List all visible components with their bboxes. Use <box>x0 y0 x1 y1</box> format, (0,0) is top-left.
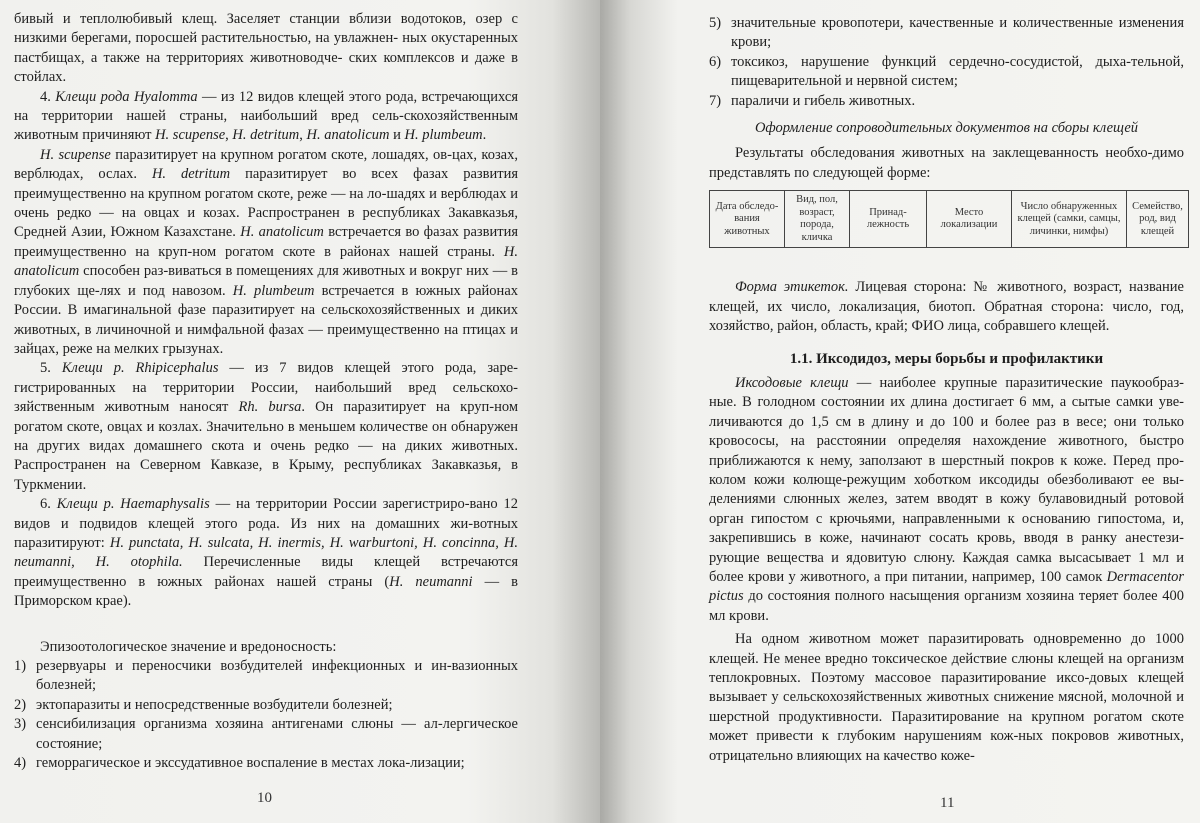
table-header-cell: Принад-лежность <box>850 191 927 248</box>
docs-paragraph: Результаты обследования животных на заклещеванность необхо-димо представлять по следующей форме: <box>709 145 1184 181</box>
text-line: бивый и теплолюбивый клещ. Заселяет станции вблизи водотоков, озер с низкими берегами, поросшей растительностью, на увлажнен- ных окустаренных пастбищах, а также на территориях животноводче- ских комплексов и даже в стойлах. <box>14 11 519 86</box>
table-header-cell: Вид, пол, возраст, порода, кличка <box>785 191 850 248</box>
list-item: 5) значительные кровопотери, качественные и количественные изменения крови; <box>709 15 1184 51</box>
epizootic-title: Эпизоотологическое значение и вредоносность: <box>40 638 337 655</box>
paragraph-hyalomma-species: H. scupense паразитирует на крупном рогатом скоте, лошадях, ов-цах, козах, верблюдах, ослах. H. detritum паразитирует во всех фазах развития преимущественно на крупном рогатом скоте, реже — на ло-шадях и верблюдах и очень редко — на овцах и козах. Распространен в республиках Закавказья, Средней Азии, Южном Казахстане. H. anatolicum встречается во фазах развития преимущественно на круп-ном рогатом скоте в районах нашей страны. H. anatolicum способен раз-виваться в помещениях для животных и вокруг них — в глубоких ще-лях и под навозом. H. plumbeum встречается в южных районах России. В имагинальной фазе паразитирует на сельскохозяйственных и диких животных, в личиночной и нимфальной фазах — преимущественно на птицах и зайцах, реже на мелких грызунах. <box>14 146 519 357</box>
paragraph-ixodid: Иксодовые клещи — наиболее крупные паразитические паукообраз-ные. В голодном состоянии их длина достигает 6 мм, а сытые самки уве-личиваются до 1,5 см в длину и до 100 и более раз в весе; они только кровососы, на расстоянии определяя нахождение животного, быстро приближаются к нему, заползают в шерстный покров к коже. Перед про-колом кожи колюще-режущим хоботком иксодиды обезболивают ее вы-делениями слюнных желез, затем вводят в кожу булавовидный ротовой орган гипостом с крючьями, направленными к основанию гипостома, и, закрепившись в коже, начинают сосать кровь, вводя в ранку анестези-рующие вещества и ядовитую слюну. Каждая самка высасывает 1 мл и более крови у животного, а при питании, например, 100 самок Dermacentor pictus до состояния полного насыщения организм хозяина теряет более 400 мл крови. <box>709 374 1184 624</box>
right-page-text <box>709 14 1184 766</box>
label-form-paragraph: Форма этикеток. Лицевая сторона: № животного, возраст, название клещей, их число, локализация, биотоп. Обратная сторона: число, год, хозяйство, район, область, край; ФИО лица, собравшего клещей. <box>709 279 1184 335</box>
paragraph-hyalomma: 4. Клещи рода Hyalomma — из 12 видов клещей этого рода, встречающихся на территории нашей страны, наибольший вред сель-скохозяйственным животным причиняют H. scupense, H. detritum, H. anatolicum и H. plumbeum. <box>14 88 518 144</box>
paragraph-haemaphysalis: 6. Клещи р. Haemaphysalis — на территории России зарегистриро-вано 12 видов и подвидов клещей этого рода. Из них на домашних жи-вотных паразитируют: H. punctata, H. sulcata, H. inermis, H. warburtoni, H. concinna, H. neumanni, H. otophila. Перечисленные виды клещей встречаются преимущественно в южных районах нашей страны (H. neumanni — в Приморском крае). <box>14 496 519 610</box>
right-page <box>600 0 1200 823</box>
table-header-cell: Семейство, род, вид клещей <box>1127 191 1189 248</box>
paragraph-damage: На одном животном может паразитировать одновременно до 1000 клещей. Не менее вредно токсическое действие слюны клещей на организм теплокровных. Поэтому массовое паразитирование иксо-довых клещей вызывает у сельскохозяйственных животных снижение мясной, молочной и шерстной продуктивности. Паразитирование на крупном рогатом скоте может привести к глубоким нарушениям кож-ных покровов животных, отрицательно влияющих на качество коже- <box>709 631 1184 764</box>
table-header-cell: Число обнаруженных клещей (самки, самцы, личинки, нимфы) <box>1012 191 1127 248</box>
left-page-text <box>14 10 518 773</box>
list-item: 3) сенсибилизация организма хозяина антигенами слюны — ал-лергическое состояние; <box>14 716 518 752</box>
docs-subtitle: Оформление сопроводительных документов на сборы клещей <box>754 120 1139 137</box>
table-header-cell: Дата обследо-вания животных <box>710 191 785 248</box>
paragraph-rhipicephalus: 5. Клещи р. Rhipicephalus — из 7 видов клещей этого рода, заре-гистрированных на территории России, наибольший вред сельскохо-зяйственным животным наносят Rh. bursa. Он паразитирует на круп-ном рогатом скоте, овцах и козлах. Значительно в меньшем количестве он обнаружен на других видах домашнего скота и очень редко — на диких животных. Распространен на Северном Кавказе, в Крыму, республиках Закавказья, в Туркмении. <box>14 360 519 493</box>
list-item: 2) эктопаразиты и непосредственные возбудители болезней; <box>14 696 393 713</box>
page-number: 11 <box>940 795 955 811</box>
list-item: 6) токсикоз, нарушение функций сердечно-сосудистой, дыха-тельной, пищеварительной и нервной систем; <box>709 53 1184 90</box>
list-item: 1) резервуары и переносчики возбудителей инфекционных и ин-вазионных болезней; <box>14 658 518 694</box>
list-item: 4) геморрагическое и экссудативное воспаление в местах лока-лизации; <box>14 755 465 772</box>
page-number: 10 <box>257 790 272 806</box>
section-heading: 1.1. Иксодидоз, меры борьбы и профилактики <box>789 351 1104 368</box>
survey-form-table <box>709 190 1189 248</box>
table-header-cell: Место локализации <box>927 191 1012 248</box>
list-item: 7) параличи и гибель животных. <box>709 92 916 109</box>
